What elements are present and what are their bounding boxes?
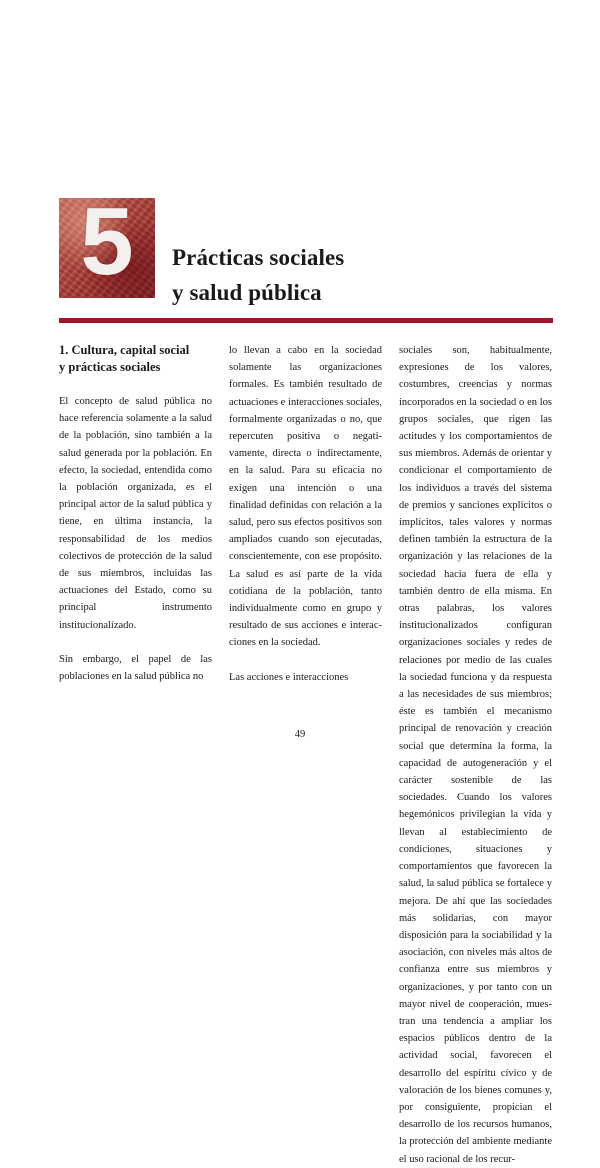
body-paragraph: Las acciones e interacciones xyxy=(229,671,349,683)
page-number: 49 xyxy=(294,729,306,740)
flow-region-2 xyxy=(229,342,382,686)
flow-region-1 xyxy=(59,393,212,685)
chapter-title xyxy=(172,240,344,310)
body-paragraph-continued: sociales son, habitualmente, expresiones de los valores, costumbres, creencias y normas incorporados en la sociedad o en los grupos sociales, que rigen las actitudes y los comportamientos de sus miembros. Además de orientar y condicionar el comportamiento de los individuos a través del sistema de premios y sanciones explícitos o implícitos, tales valores y normas definen también la estructura de la organización y las relaciones de la sociedad hacia fuera de ella y también dentro de ella misma. En otras palabras, los valores institucionalizados configuran organizaciones sociales y redes de relaciones por medio de las cuales la sociedad funciona y da respuesta a las necesidades de sus miembros; éste es también el mecanismo principal de renovación y creación social que determina la forma, la capacidad de autogeneración y el carácter sostenible de las sociedades. Cuando los valores hegemónicos privilegian la vida y llevan al establecimiento de condiciones, situaciones y comportamientos que favorecen la salud, la salud pública se fortalece y mejora. De ahí que las sociedades más solidarias, con mayor disposición para la sociabilidad y la asociación, con niveles más altos de confianza entre sus miembros y organizaciones, y por tanto con un mayor nivel de cooperación, muestran una tendencia a ampliar los espacios públicos dentro de la actividad social, favorecen el desarrollo del espíritu cívico y de valoración de los bienes comunes y, por consiguiente, propician el desarrollo de los recursos humanos, la protección del ambiente mediante el uso racional de los recur- xyxy=(399,345,552,1165)
text-column-1 xyxy=(59,342,212,685)
chapter-title-line-1: Prácticas sociales xyxy=(172,245,345,270)
chapter-divider-rule xyxy=(59,318,553,323)
flow-region-3 xyxy=(399,342,552,1168)
body-paragraph: El concepto de salud pública no hace referencia solamente a la salud de la población, sino también a la salud generada por la población. En efecto, la sociedad, entendida como la población organizada, es el principal actor de la salud pública y tiene, en última instancia, la responsabilidad de los medios colectivos de protección de la salud de sus miembros, incluidas las actuaciones del Estado, como su principal instrumento institucionalizado. xyxy=(59,396,212,631)
chapter-title-line-2: y salud pública xyxy=(172,280,322,305)
text-column-2 xyxy=(229,342,382,686)
text-column-3 xyxy=(399,342,552,1168)
section-heading-line-2: y prácticas sociales xyxy=(59,360,161,374)
section-heading xyxy=(59,342,212,376)
body-paragraph: Sin embargo, el papel de las poblaciones en la salud pública no xyxy=(59,654,212,683)
chapter-number-block xyxy=(59,198,155,298)
body-paragraph-continued: lo llevan a cabo en la sociedad solamente las organizaciones formales. Es también resultado de actuaciones e interacciones sociales, formalmente organizadas o no, que repercuten positiva o negativamente, directa o indirectamente, en la salud. Para su eficacia no exigen una intención o una finalidad definidas con relación a la salud, pero sus efectos positivos son ampliados cuando son ejecutadas, conscientemente, con ese propósito. La salud es así parte de la vida cotidiana de la población, tanto individualmente como en grupo y resultado de sus acciones e interacciones en la sociedad. xyxy=(229,345,382,649)
chapter-number: 5 xyxy=(80,198,134,295)
section-heading-line-1: 1. Cultura, capital social xyxy=(59,343,190,357)
